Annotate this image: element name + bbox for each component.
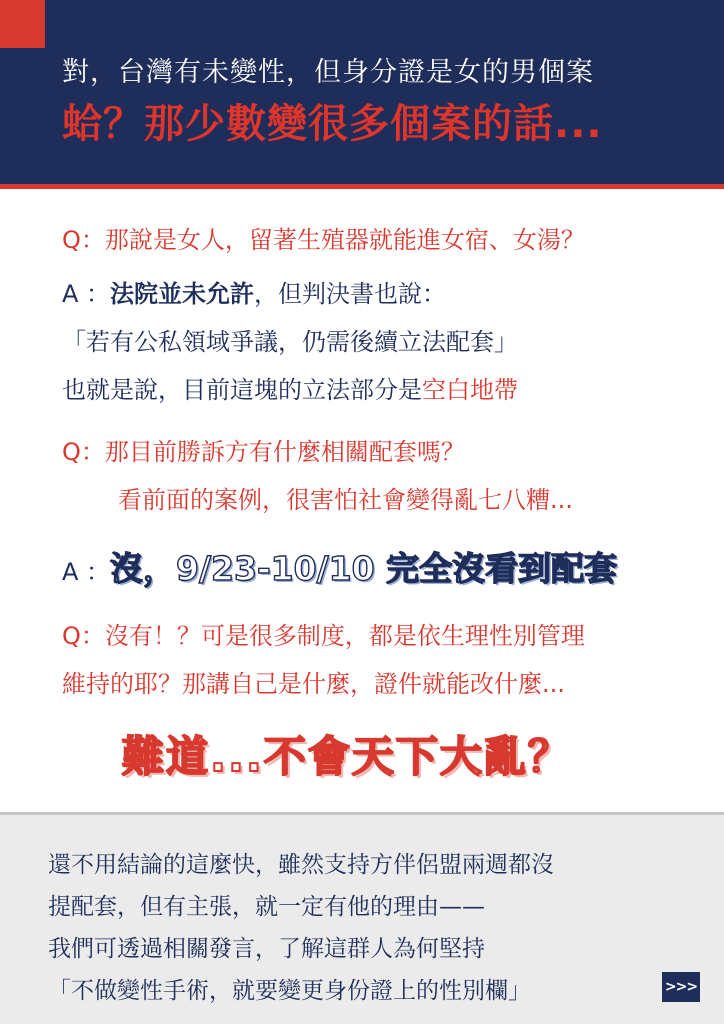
- footer-line-1: 還不用結論的這麼快，雖然支持方伴侶盟兩週都沒: [48, 852, 554, 878]
- header-banner: [0, 0, 724, 184]
- question-text: 那說是女人，留著生殖器就能進女宿、女湯？: [104, 226, 585, 254]
- answer-line-text: 也就是說，目前這塊的立法部分是: [62, 376, 422, 404]
- answer-1: [62, 274, 446, 309]
- question-1: [62, 220, 585, 255]
- question-text: 那目前勝訴方有什麼相關配套嗎？: [104, 438, 465, 466]
- header-divider: [0, 184, 724, 189]
- answer-text: ，但判決書也說：: [254, 280, 447, 308]
- header-title: 蛤？那少數變很多個案的話...: [62, 101, 603, 147]
- footer-line-3: 我們可透過相關發言，了解這群人為何堅持: [48, 936, 485, 962]
- question-3: [62, 616, 585, 651]
- question-text: 沒有！？可是很多制度，都是依生理性別管理: [104, 622, 585, 650]
- answer-prefix: A ：: [62, 280, 111, 308]
- question-2: [62, 432, 465, 467]
- answer-prefix: A ：: [62, 558, 111, 586]
- corner-accent: [0, 0, 45, 48]
- footer-line-2: 提配套，但有主張，就一定有他的理由——: [48, 894, 485, 920]
- next-page-button[interactable]: >>>: [662, 972, 700, 1002]
- exclamation-text: 難道...不會天下大亂？: [122, 732, 572, 781]
- question-prefix: Q：: [62, 622, 105, 650]
- answer-1-line-2: 「若有公私領域爭議，仍需後續立法配套」: [62, 328, 518, 356]
- header-subtitle: 對，台灣有未變性，但身分證是女的男個案: [62, 57, 594, 88]
- answer-1-line-3: [62, 370, 518, 405]
- answer-bold-text: 法院並未允許: [110, 280, 255, 308]
- answer-highlight: 空白地帶: [422, 376, 518, 404]
- question-3-line-2: 維持的耶？那講自己是什麼，證件就能改什麼...: [62, 670, 565, 698]
- answer-2: [62, 543, 617, 590]
- footer-line-4: 「不做變性手術，就要變更身份證上的性別欄」: [48, 978, 531, 1004]
- answer-emphasis: 沒，9/23-10/10 完全沒看到配套: [110, 549, 618, 588]
- question-prefix: Q：: [62, 226, 105, 254]
- question-2-line-2: 看前面的案例，很害怕社會變得亂七八糟...: [118, 486, 573, 514]
- question-prefix: Q：: [62, 438, 105, 466]
